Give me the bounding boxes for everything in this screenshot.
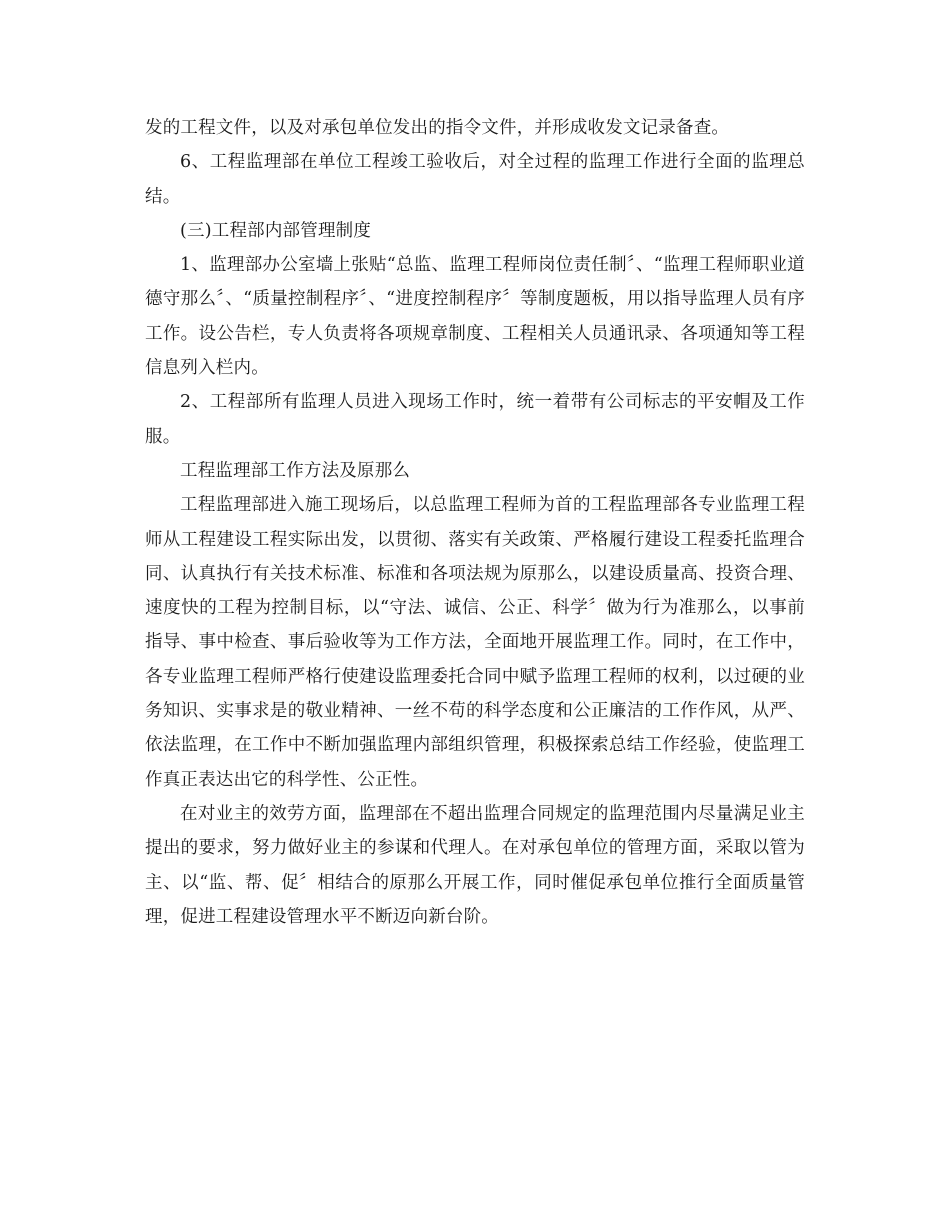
section-heading-internal-management: (三)工程部内部管理制度 xyxy=(180,220,372,241)
paragraph-methods: 工程监理部进入施工现场后，以总监理工程师为首的工程监理部各专业监理工程师从工程建设工程实际出发，以贯彻、落实有关政策、严格履行建设工程委托监理合同、认真执行有关技术标准、标准和各项法规为原那么，以建设质量高、投资合理、速度快的工程为控制目标，以“守法、诚信、公正、科学〞做为行为准那么，以事前指导、事中检查、事后验收等为工作方法，全面地开展监理工作。同时，在工作中，各专业监理工程师严格行使建设监理委托合同中赋予监理工程师的权利，以过硬的业务知识、实事求是的敬业精神、一丝不苟的科学态度和公正廉洁的工作作风，从严、依法监理，在工作中不断加强监理内部组织管理，积极探索总结工作经验，使监理工作真正表达出它的科学性、公正性。 xyxy=(145,495,805,790)
section-heading-methods-principles: 工程监理部工作方法及原那么 xyxy=(180,460,411,481)
paragraph-item-6: 6、工程监理部在单位工程竣工验收后，对全过程的监理工作进行全面的监理总结。 xyxy=(145,152,805,207)
paragraph-item-1: 1、监理部办公室墙上张贴“总监、监理工程师岗位责任制〞、“监理工程师职业道德守那么〞、“质量控制程序〞、“进度控制程序〞等制度题板，用以指导监理人员有序工作。设公告栏，专人负责将各项规章制度、工程相关人员通讯录、各项通知等工程信息列入栏内。 xyxy=(145,255,805,379)
paragraph-owner-service: 在对业主的效劳方面，监理部在不超出监理合同规定的监理范围内尽量满足业主提出的要求，努力做好业主的参谋和代理人。在对承包单位的管理方面，采取以管为主、以“监、帮、促〞相结合的原那么开展工作，同时催促承包单位推行全面质量管理，促进工程建设管理水平不断迈向新台阶。 xyxy=(145,803,805,927)
paragraph-item-2: 2、工程部所有监理人员进入现场工作时，统一着带有公司标志的平安帽及工作服。 xyxy=(145,392,805,447)
paragraph-continuation: 发的工程文件，以及对承包单位发出的指令文件，并形成收发文记录备查。 xyxy=(145,118,730,138)
document-body xyxy=(145,111,805,934)
